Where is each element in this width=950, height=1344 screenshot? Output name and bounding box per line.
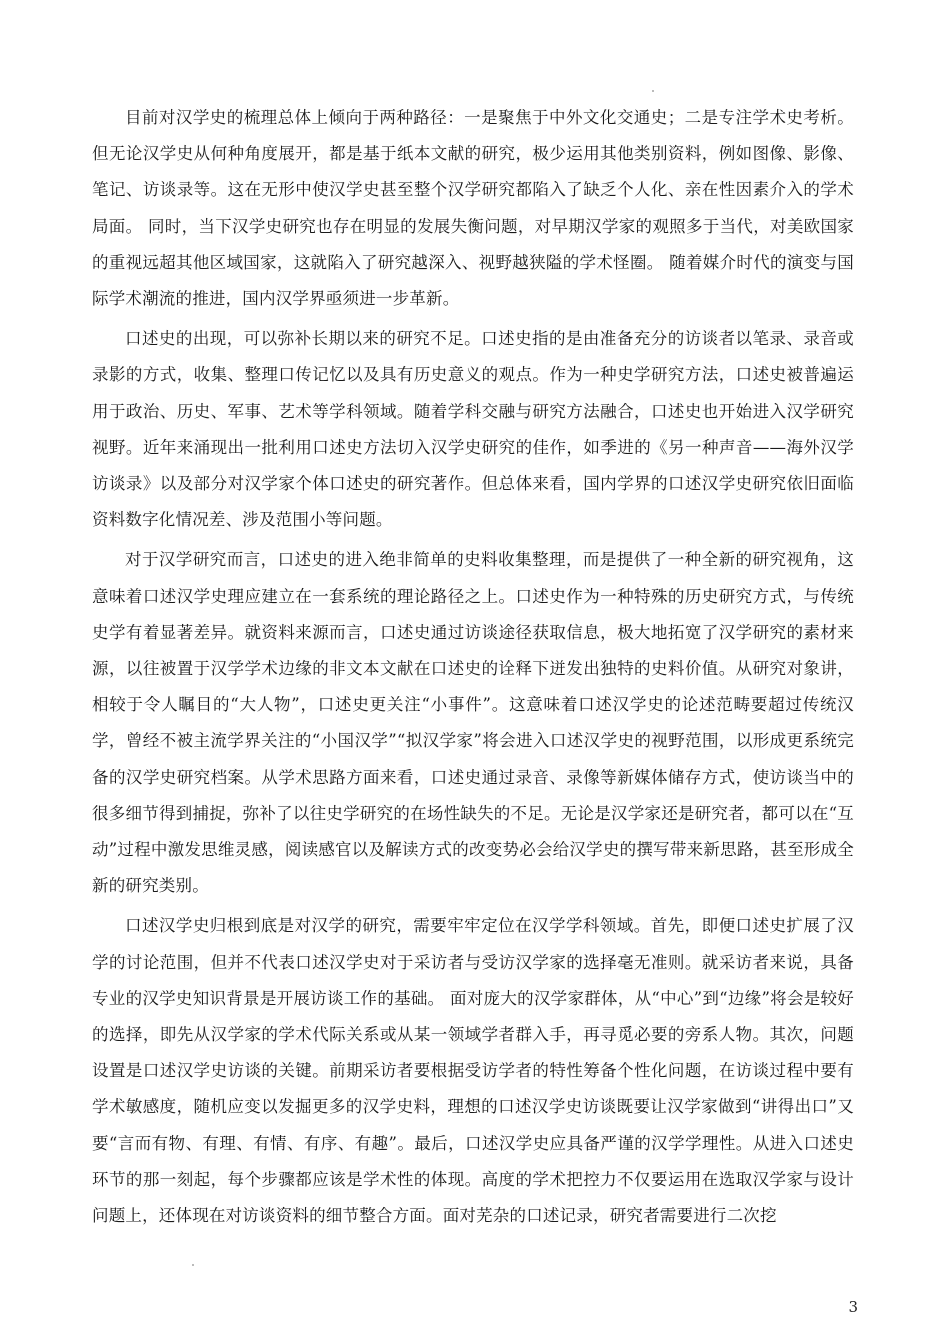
paragraph-1: 目前对汉学史的梳理总体上倾向于两种路径：一是聚焦于中外文化交通史；二是专注学术史考析。但无论汉学史从何种角度展开，都是基于纸本文献的研究，极少运用其他类别资料，例如图像、影像、笔记、访谈录等。这在无形中使汉学史甚至整个汉学研究都陷入了缺乏个人化、亲在性因素介入的学术局面。 同时，当下汉学史研究也存在明显的发展失衡问题，对早期汉学家的观照多于当代，对美欧国家的重视远超其他区域国家，这就陷入了研究越深入、视野越狭隘的学术怪圈。 随着媒介时代的演变与国际学术潮流的推进，国内汉学界亟须进一步革新。	[92, 108, 854, 309]
paragraph-2: 口述史的出现，可以弥补长期以来的研究不足。口述史指的是由准备充分的访谈者以笔录、录音或录影的方式，收集、整理口传记忆以及具有历史意义的观点。作为一种史学研究方法，口述史被普遍运用于政治、历史、军事、艺术等学科领域。随着学科交融与研究方法融合，口述史也开始进入汉学研究视野。近年来涌现出一批利用口述史方法切入汉学史研究的佳作，如季进的《另一种声音——海外汉学访谈录》以及部分对汉学家个体口述史的研究著作。但总体来看，国内学界的口述汉学史研究依旧面临资料数字化情况差、涉及范围小等问题。	[92, 329, 854, 530]
paragraph-3: 对于汉学研究而言，口述史的进入绝非简单的史料收集整理，而是提供了一种全新的研究视角，这意味着口述汉学史理应建立在一套系统的理论路径之上。口述史作为一种特殊的历史研究方式，与传统史学有着显著差异。就资料来源而言，口述史通过访谈途径获取信息，极大地拓宽了汉学研究的素材来源，以往被置于汉学学术边缘的非文本文献在口述史的诠释下迸发出独特的史料价值。从研究对象讲，相较于令人瞩目的“大人物”，口述史更关注“小事件”。这意味着口述汉学史的论述范畴要超过传统汉学，曾经不被主流学界关注的“小国汉学”“拟汉学家”将会进入口述汉学史的视野范围，以形成更系统完备的汉学史研究档案。从学术思路方面来看，口述史通过录音、录像等新媒体储存方式，使访谈当中的很多细节得到捕捉，弥补了以往史学研究的在场性缺失的不足。无论是汉学家还是研究者，都可以在“互动”过程中激发思维灵感，阅读感官以及解读方式的改变势必会给汉学史的撰写带来新思路，甚至形成全新的研究类别。	[92, 550, 854, 896]
scan-speck	[192, 1264, 194, 1266]
scan-speck	[652, 90, 654, 92]
document-body	[92, 100, 854, 1234]
page-number: 3	[848, 1298, 858, 1316]
paragraph-4: 口述汉学史归根到底是对汉学的研究，需要牢牢定位在汉学学科领域。首先，即便口述史扩展了汉学的讨论范围，但并不代表口述汉学史对于采访者与受访汉学家的选择毫无准则。就采访者来说，具备专业的汉学史知识背景是开展访谈工作的基础。 面对庞大的汉学家群体，从“中心”到“边缘”将会是较好的选择，即先从汉学家的学术代际关系或从某一领域学者群入手，再寻觅必要的旁系人物。其次，问题设置是口述汉学史访谈的关键。前期采访者要根据受访学者的特性筹备个性化问题，在访谈过程中要有学术敏感度，随机应变以发掘更多的汉学史料，理想的口述汉学史访谈既要让汉学家做到“讲得出口”又要“言而有物、有理、有情、有序、有趣”。最后，口述汉学史应具备严谨的汉学学理性。从进入口述史环节的那一刻起，每个步骤都应该是学术性的体现。高度的学术把控力不仅要运用在选取汉学家与设计问题上，还体现在对访谈资料的细节整合方面。面对芜杂的口述记录，研究者需要进行二次挖	[92, 916, 854, 1226]
